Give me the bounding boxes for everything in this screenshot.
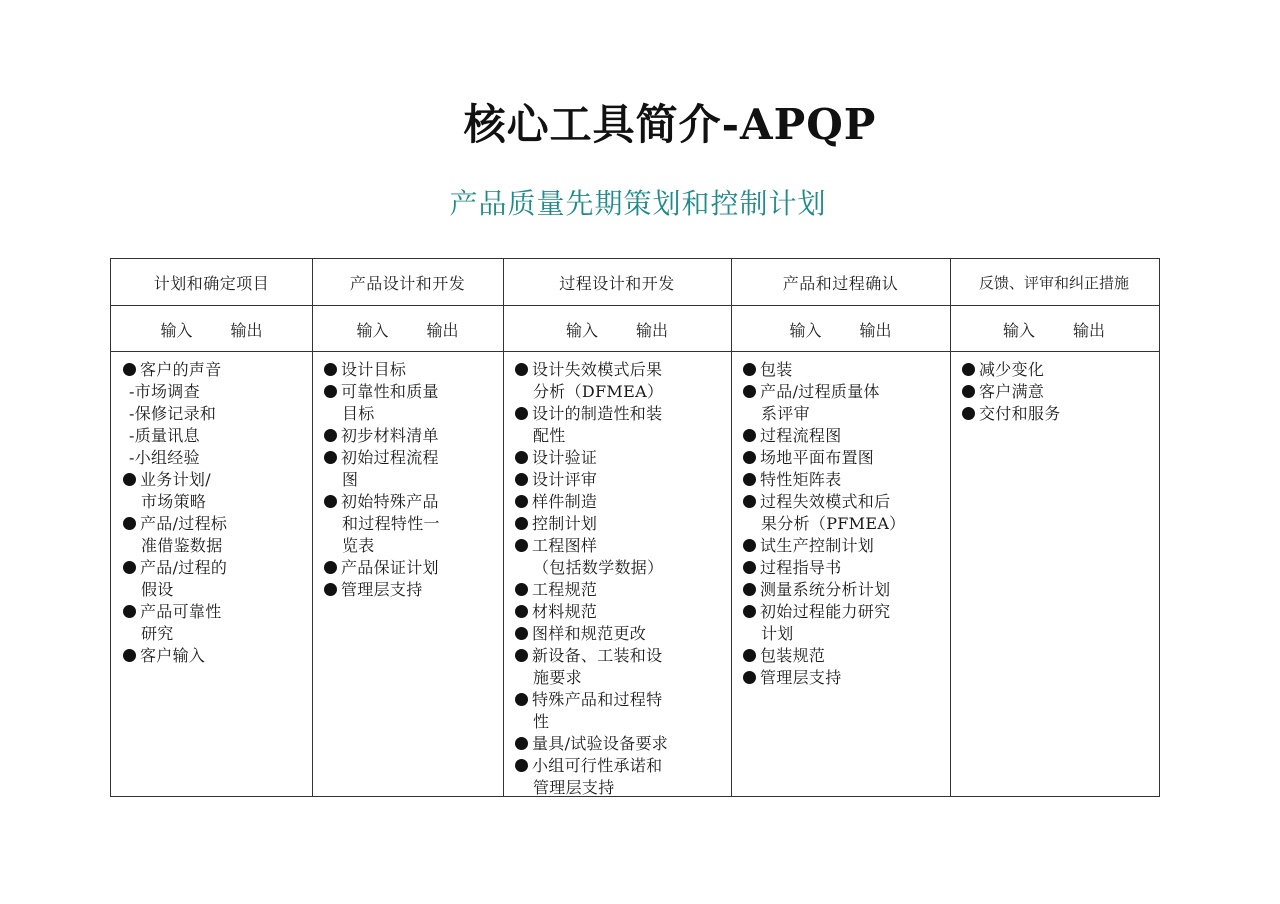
item-text: 控制计划 bbox=[532, 514, 598, 533]
list-item bbox=[324, 425, 499, 447]
list-item bbox=[743, 469, 946, 491]
bullet-icon bbox=[324, 495, 337, 508]
column-header: 过程设计和开发 bbox=[559, 274, 675, 293]
list-item bbox=[743, 557, 946, 579]
item-text: 产品可靠性 研究 bbox=[140, 602, 222, 643]
list-item bbox=[743, 447, 946, 469]
list-item bbox=[515, 403, 727, 447]
bullet-icon bbox=[743, 605, 756, 618]
list-item bbox=[324, 381, 499, 425]
bullet-icon bbox=[962, 385, 975, 398]
bullet-icon bbox=[743, 495, 756, 508]
item-text: -保修记录和 bbox=[129, 404, 217, 423]
bullet-icon bbox=[123, 605, 136, 618]
item-text: 客户满意 bbox=[979, 382, 1045, 401]
bullet-icon bbox=[123, 649, 136, 662]
bullet-icon bbox=[324, 451, 337, 464]
bullet-icon bbox=[515, 539, 528, 552]
item-text: 管理层支持 bbox=[760, 668, 842, 687]
list-item bbox=[743, 667, 946, 689]
item-list bbox=[324, 359, 499, 601]
item-text: 过程流程图 bbox=[760, 426, 842, 445]
column-header: 计划和确定项目 bbox=[153, 274, 270, 293]
bullet-icon bbox=[324, 429, 337, 442]
column-plan-define bbox=[111, 259, 312, 796]
list-item bbox=[743, 535, 946, 557]
item-text: 过程指导书 bbox=[760, 558, 842, 577]
sub-item bbox=[123, 403, 308, 425]
list-item bbox=[743, 381, 946, 425]
input-label: 输入 bbox=[356, 320, 389, 340]
list-item bbox=[123, 513, 308, 557]
page-title: 核心工具简介-APQP bbox=[463, 100, 877, 149]
item-list bbox=[962, 359, 1154, 425]
column-header: 产品设计和开发 bbox=[349, 274, 466, 293]
item-text: 场地平面布置图 bbox=[760, 448, 875, 467]
input-label: 输入 bbox=[565, 320, 598, 340]
bullet-icon bbox=[515, 759, 528, 772]
io-row bbox=[111, 306, 312, 352]
list-item bbox=[962, 359, 1154, 381]
list-item bbox=[515, 447, 727, 469]
bullet-icon bbox=[123, 363, 136, 376]
item-text: 设计的制造性和装 配性 bbox=[532, 404, 663, 445]
io-row bbox=[731, 306, 950, 352]
bullet-icon bbox=[324, 363, 337, 376]
bullet-icon bbox=[515, 605, 528, 618]
item-text: 量具/试验设备要求 bbox=[532, 734, 669, 753]
item-text: 初始过程流程 图 bbox=[341, 448, 439, 489]
bullet-icon bbox=[515, 583, 528, 596]
bullet-icon bbox=[743, 451, 756, 464]
output-label: 输出 bbox=[859, 320, 892, 340]
column-validation bbox=[731, 259, 950, 796]
output-label: 输出 bbox=[426, 320, 459, 340]
bullet-icon bbox=[515, 407, 528, 420]
bullet-icon bbox=[743, 385, 756, 398]
list-item bbox=[324, 359, 499, 381]
list-item bbox=[515, 469, 727, 491]
list-item bbox=[962, 403, 1154, 425]
list-item bbox=[515, 689, 727, 733]
sub-item bbox=[123, 381, 308, 403]
list-item bbox=[324, 447, 499, 491]
list-item bbox=[515, 579, 727, 601]
bullet-icon bbox=[123, 561, 136, 574]
item-text: 特性矩阵表 bbox=[760, 470, 842, 489]
bullet-icon bbox=[962, 363, 975, 376]
item-text: 管理层支持 bbox=[341, 580, 423, 599]
item-text: -质量讯息 bbox=[129, 426, 200, 445]
bullet-icon bbox=[324, 583, 337, 596]
item-text: 材料规范 bbox=[532, 602, 598, 621]
item-text: 业务计划/ 市场策略 bbox=[140, 470, 211, 511]
list-item bbox=[743, 425, 946, 447]
list-item bbox=[123, 645, 308, 667]
list-item bbox=[515, 623, 727, 645]
bullet-icon bbox=[515, 495, 528, 508]
list-item bbox=[324, 579, 499, 601]
list-item bbox=[743, 645, 946, 667]
item-text: 初始特殊产品 和过程特性一 览表 bbox=[341, 492, 440, 555]
output-label: 输出 bbox=[1073, 320, 1106, 340]
bullet-icon bbox=[743, 561, 756, 574]
item-text: 特殊产品和过程特 性 bbox=[532, 690, 663, 731]
column-header: 反馈、评审和纠正措施 bbox=[978, 274, 1129, 292]
list-item bbox=[123, 469, 308, 513]
item-text: 工程图样 （包括数学数据） bbox=[532, 536, 664, 577]
item-text: 小组可行性承诺和 管理层支持 bbox=[532, 756, 663, 797]
page-subtitle: 产品质量先期策划和控制计划 bbox=[449, 187, 827, 220]
bullet-icon bbox=[515, 649, 528, 662]
list-item bbox=[515, 359, 727, 403]
item-text: 产品保证计划 bbox=[341, 558, 439, 577]
list-item bbox=[515, 513, 727, 535]
list-item bbox=[324, 557, 499, 579]
list-item bbox=[515, 535, 727, 579]
bullet-icon bbox=[515, 627, 528, 640]
column-feedback bbox=[950, 259, 1158, 796]
item-text: -小组经验 bbox=[129, 448, 200, 467]
bullet-icon bbox=[123, 517, 136, 530]
item-list bbox=[123, 359, 308, 667]
column-process-design bbox=[503, 259, 731, 796]
item-text: 工程规范 bbox=[532, 580, 598, 599]
input-label: 输入 bbox=[1002, 320, 1035, 340]
sub-item bbox=[123, 447, 308, 469]
io-row bbox=[950, 306, 1158, 352]
item-text: 产品/过程标 准借鉴数据 bbox=[140, 514, 228, 555]
bullet-icon bbox=[962, 407, 975, 420]
item-text: 交付和服务 bbox=[979, 404, 1061, 423]
column-header: 产品和过程确认 bbox=[782, 274, 899, 293]
item-text: 设计失效模式后果 分析（DFMEA） bbox=[532, 360, 664, 401]
item-text: 设计验证 bbox=[532, 448, 598, 467]
item-text: 产品/过程的 假设 bbox=[140, 558, 228, 599]
bullet-icon bbox=[743, 429, 756, 442]
item-text: 设计评审 bbox=[532, 470, 598, 489]
bullet-icon bbox=[743, 473, 756, 486]
bullet-icon bbox=[743, 583, 756, 596]
item-text: 产品/过程质量体 系评审 bbox=[760, 382, 880, 423]
item-text: 新设备、工装和设 施要求 bbox=[532, 646, 663, 687]
list-item bbox=[515, 733, 727, 755]
item-text: 样件制造 bbox=[532, 492, 598, 511]
list-item bbox=[515, 645, 727, 689]
list-item bbox=[324, 491, 499, 557]
input-label: 输入 bbox=[789, 320, 822, 340]
output-label: 输出 bbox=[230, 320, 263, 340]
bullet-icon bbox=[515, 517, 528, 530]
item-text: 图样和规范更改 bbox=[532, 624, 647, 643]
list-item bbox=[123, 359, 308, 381]
io-row bbox=[312, 306, 503, 352]
list-item bbox=[515, 491, 727, 513]
list-item bbox=[123, 601, 308, 645]
item-text: -市场调查 bbox=[129, 382, 200, 401]
item-text: 设计目标 bbox=[341, 360, 407, 379]
input-label: 输入 bbox=[160, 320, 193, 340]
item-text: 包装规范 bbox=[760, 646, 826, 665]
item-text: 初始过程能力研究 计划 bbox=[760, 602, 891, 643]
bullet-icon bbox=[515, 451, 528, 464]
bullet-icon bbox=[743, 539, 756, 552]
item-text: 客户的声音 bbox=[140, 360, 222, 379]
list-item bbox=[123, 557, 308, 601]
item-text: 减少变化 bbox=[979, 360, 1045, 379]
apqp-phase-table bbox=[110, 258, 1160, 797]
list-item bbox=[743, 491, 946, 535]
list-item bbox=[515, 601, 727, 623]
list-item bbox=[515, 755, 727, 799]
bullet-icon bbox=[123, 473, 136, 486]
bullet-icon bbox=[324, 385, 337, 398]
bullet-icon bbox=[743, 649, 756, 662]
bullet-icon bbox=[515, 473, 528, 486]
item-text: 测量系统分析计划 bbox=[760, 580, 891, 599]
item-text: 初步材料清单 bbox=[341, 426, 439, 445]
bullet-icon bbox=[743, 363, 756, 376]
list-item bbox=[743, 579, 946, 601]
item-text: 过程失效模式和后 果分析（PFMEA） bbox=[760, 492, 906, 533]
sub-item bbox=[123, 425, 308, 447]
item-text: 试生产控制计划 bbox=[760, 536, 875, 555]
list-item bbox=[743, 359, 946, 381]
bullet-icon bbox=[515, 693, 528, 706]
bullet-icon bbox=[515, 737, 528, 750]
column-product-design bbox=[312, 259, 503, 796]
bullet-icon bbox=[743, 671, 756, 684]
list-item bbox=[743, 601, 946, 645]
list-item bbox=[962, 381, 1154, 403]
bullet-icon bbox=[515, 363, 528, 376]
item-text: 包装 bbox=[760, 360, 793, 379]
io-row bbox=[503, 306, 731, 352]
item-list bbox=[743, 359, 946, 689]
output-label: 输出 bbox=[636, 320, 669, 340]
item-text: 可靠性和质量 目标 bbox=[341, 382, 439, 423]
item-text: 客户输入 bbox=[140, 646, 206, 665]
item-list bbox=[515, 359, 727, 799]
bullet-icon bbox=[324, 561, 337, 574]
